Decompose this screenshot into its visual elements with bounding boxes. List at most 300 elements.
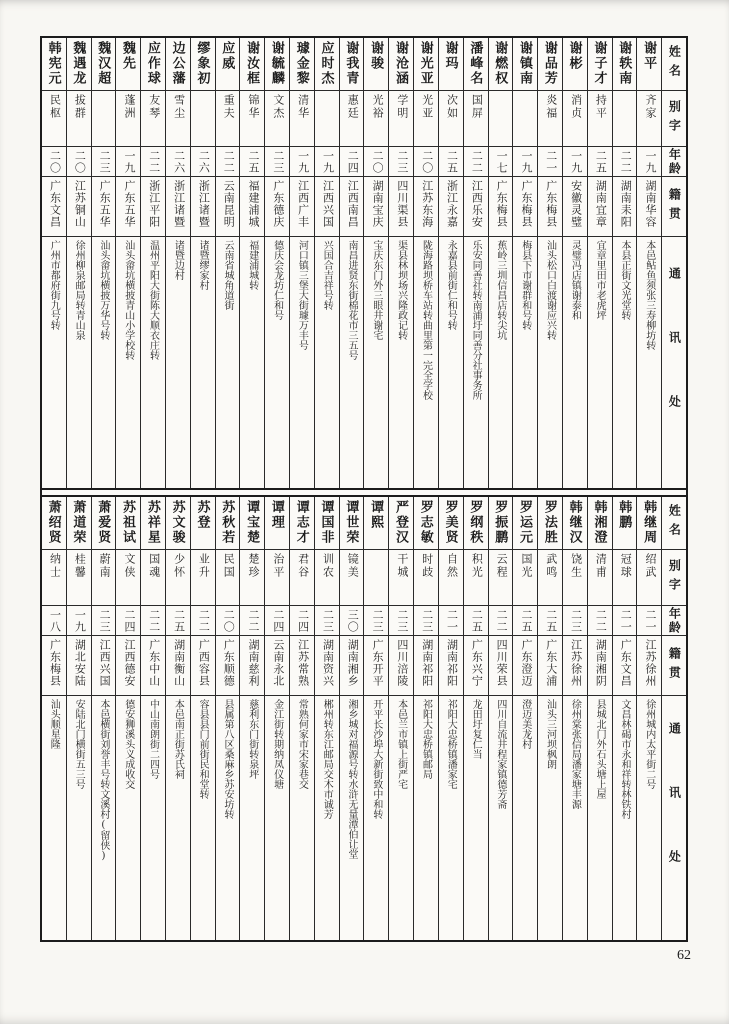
entry-cell-zi — [513, 90, 537, 146]
entry-age: 一九 — [73, 609, 86, 633]
entry-native: 湖南湘阴 — [594, 639, 607, 687]
entry-cell-age — [315, 146, 339, 176]
entry-cell-name — [538, 38, 562, 90]
directory-entry — [264, 497, 289, 940]
entry-cell-native — [42, 176, 66, 236]
entry-cell-age — [265, 146, 289, 176]
entry-cell-name — [216, 497, 240, 549]
entry-name: 璩金黎 — [294, 41, 310, 86]
entry-cell-age — [563, 146, 587, 176]
entry-zi: 干城 — [395, 553, 408, 579]
entry-cell-address — [290, 695, 314, 940]
directory-entry — [314, 497, 339, 940]
entry-cell-name — [538, 497, 562, 549]
entry-zi: 清华 — [296, 94, 309, 120]
directory-entry — [239, 497, 264, 940]
entry-native: 广东五华 — [122, 180, 135, 228]
entry-native: 广东开平 — [371, 639, 384, 687]
entry-address: 本邑横街刘誉丰号转文溪村(留侠) — [97, 699, 109, 861]
entry-cell-name — [191, 497, 215, 549]
header-address-label: 通讯处 — [667, 722, 682, 914]
entry-zi: 文杰 — [271, 94, 284, 120]
entry-native: 江西乐安 — [470, 180, 483, 228]
entry-name: 韩宪元 — [46, 41, 62, 86]
entry-cell-zi — [464, 549, 488, 605]
entry-name: 韩湘澄 — [592, 500, 608, 545]
entry-cell-name — [414, 38, 438, 90]
entry-cell-native — [389, 176, 413, 236]
entry-cell-zi — [166, 549, 190, 605]
entry-native: 江苏徐州 — [569, 639, 582, 687]
entry-cell-native — [439, 635, 463, 695]
entry-age: 二六 — [172, 150, 185, 174]
directory-entry — [42, 497, 66, 940]
entry-zi: 饶生 — [569, 553, 582, 579]
entry-zi: 民国 — [222, 553, 235, 579]
entry-cell-name — [464, 497, 488, 549]
entry-cell-name — [290, 38, 314, 90]
entry-cell-native — [588, 635, 612, 695]
entry-cell-age — [92, 605, 116, 635]
entry-zi: 持平 — [594, 94, 607, 120]
entry-cell-name — [191, 38, 215, 90]
entry-cell-address — [637, 695, 661, 940]
entry-address: 汕头顺星隆 — [48, 699, 60, 749]
entry-age: 二二 — [147, 609, 160, 633]
entry-cell-name — [563, 38, 587, 90]
entry-name: 谢品芳 — [542, 41, 558, 86]
entry-name: 萧爱贤 — [96, 500, 112, 545]
directory-table-frame — [40, 36, 688, 942]
entry-cell-name — [464, 38, 488, 90]
entry-cell-name — [67, 38, 91, 90]
entry-native: 湖南衡山 — [172, 639, 185, 687]
entry-cell-zi — [92, 549, 116, 605]
directory-entry — [140, 38, 165, 488]
entry-cell-age — [513, 605, 537, 635]
directory-entry — [488, 497, 513, 940]
entry-cell-zi — [166, 90, 190, 146]
entry-native: 广东梅县 — [519, 180, 532, 228]
entry-native: 江西兴国 — [98, 639, 111, 687]
entry-age: 二一 — [544, 150, 557, 174]
header-cell-name — [662, 497, 686, 549]
entry-native: 江苏东海 — [420, 180, 433, 228]
entry-cell-address — [42, 695, 66, 940]
entry-cell-age — [265, 605, 289, 635]
entry-cell-zi — [315, 90, 339, 146]
header-cell-address — [662, 236, 686, 488]
header-age-label: 年龄 — [667, 147, 682, 176]
entry-cell-zi — [340, 549, 364, 605]
directory-entry — [66, 38, 91, 488]
entry-zi: 炎福 — [544, 94, 557, 120]
entry-name: 谢燃权 — [493, 41, 509, 86]
entry-cell-native — [563, 635, 587, 695]
entry-cell-age — [513, 146, 537, 176]
entry-cell-zi — [364, 90, 388, 146]
header-native-label: 籍贯 — [667, 187, 682, 226]
entry-cell-address — [464, 236, 488, 488]
entry-name: 魏遇龙 — [71, 41, 87, 86]
directory-entry — [91, 497, 116, 940]
entry-address: 祁阳大忠桥镇邮局 — [420, 699, 432, 779]
entry-zi: 光亚 — [420, 94, 433, 120]
entry-age: 二一 — [619, 609, 632, 633]
entry-cell-native — [290, 176, 314, 236]
header-cell-zi — [662, 90, 686, 146]
entry-cell-name — [637, 38, 661, 90]
entry-address: 汕头松口白渡谢应兴转 — [544, 240, 556, 340]
entry-cell-name — [389, 38, 413, 90]
entry-address: 县属第八区桑麻乡苏安坊转 — [221, 699, 233, 819]
directory-entry — [363, 38, 388, 488]
entry-cell-name — [67, 497, 91, 549]
table-header-column — [661, 38, 686, 488]
entry-address: 云南省城角道街 — [221, 240, 233, 310]
entry-cell-age — [67, 146, 91, 176]
directory-entry — [587, 38, 612, 488]
directory-table-bottom — [42, 495, 686, 940]
directory-entry — [165, 497, 190, 940]
entry-address: 永嘉县前街仁和号转 — [445, 240, 457, 330]
entry-cell-age — [414, 146, 438, 176]
entry-name: 韩鹏 — [617, 500, 633, 530]
entry-cell-zi — [67, 90, 91, 146]
entry-cell-address — [439, 236, 463, 488]
entry-age: 二二 — [470, 150, 483, 174]
entry-cell-name — [340, 38, 364, 90]
entry-name: 严登汉 — [393, 500, 409, 545]
entry-zi: 学明 — [395, 94, 408, 120]
entry-name: 罗运元 — [518, 500, 534, 545]
entry-cell-age — [613, 146, 637, 176]
entry-cell-zi — [67, 549, 91, 605]
entry-age: 二一 — [445, 609, 458, 633]
entry-cell-name — [414, 497, 438, 549]
entry-cell-address — [141, 695, 165, 940]
entry-zi: 镜美 — [346, 553, 359, 579]
entry-name: 应威 — [220, 41, 236, 71]
entry-cell-address — [588, 236, 612, 488]
entry-name: 谭志才 — [294, 500, 310, 545]
entry-cell-native — [513, 176, 537, 236]
entry-name: 罗振鹏 — [493, 500, 509, 545]
entry-cell-native — [191, 176, 215, 236]
entry-name: 苏文骏 — [170, 500, 186, 545]
entry-address: 徐州城内太平街二号 — [643, 699, 655, 789]
entry-cell-native — [116, 635, 140, 695]
entry-cell-zi — [265, 90, 289, 146]
entry-cell-name — [389, 497, 413, 549]
entry-cell-name — [340, 497, 364, 549]
entry-cell-zi — [315, 549, 339, 605]
entry-address: 中山南朗街二四号 — [147, 699, 159, 779]
entry-cell-address — [364, 236, 388, 488]
header-cell-name — [662, 38, 686, 90]
entry-cell-native — [315, 635, 339, 695]
directory-entry — [537, 38, 562, 488]
entry-cell-address — [166, 695, 190, 940]
entry-name: 谢平 — [642, 41, 658, 71]
entry-age: 二二 — [222, 150, 235, 174]
entry-cell-age — [613, 605, 637, 635]
entry-cell-native — [315, 176, 339, 236]
entry-name: 韩继周 — [642, 500, 658, 545]
entry-age: 二二 — [147, 150, 160, 174]
entry-zi: 武鸣 — [544, 553, 557, 579]
entry-cell-address — [563, 236, 587, 488]
entry-cell-address — [439, 695, 463, 940]
entry-native: 广东文昌 — [48, 180, 61, 228]
entry-cell-age — [439, 605, 463, 635]
entry-age: 一九 — [122, 150, 135, 174]
directory-entry — [66, 497, 91, 940]
entry-native: 广东兴宁 — [470, 639, 483, 687]
entry-zi: 重夫 — [222, 94, 235, 120]
entry-age: 二三 — [395, 150, 408, 174]
entry-cell-zi — [240, 90, 264, 146]
entry-native: 湖南祁阳 — [445, 639, 458, 687]
entry-cell-address — [538, 236, 562, 488]
directory-entry — [413, 497, 438, 940]
entry-age: 二〇 — [222, 609, 235, 633]
entry-age: 二五 — [594, 150, 607, 174]
entry-cell-name — [265, 38, 289, 90]
entry-native: 广东梅县 — [495, 180, 508, 228]
entry-native: 安徽灵璧 — [569, 180, 582, 228]
entry-cell-name — [513, 497, 537, 549]
entry-cell-name — [265, 497, 289, 549]
entry-cell-zi — [116, 549, 140, 605]
entry-cell-zi — [538, 549, 562, 605]
entry-age: 二六 — [197, 150, 210, 174]
entry-zi: 拔群 — [73, 94, 86, 120]
page-number: 62 — [677, 948, 691, 963]
entry-cell-age — [588, 605, 612, 635]
table-top-columns — [42, 38, 686, 488]
entry-name: 谢玛 — [443, 41, 459, 71]
entry-cell-address — [42, 236, 66, 488]
entry-name: 谭宝楚 — [245, 500, 261, 545]
directory-entry — [289, 38, 314, 488]
directory-entry — [339, 497, 364, 940]
entry-cell-address — [265, 695, 289, 940]
entry-native: 广东顺德 — [222, 639, 235, 687]
entry-zi: 积光 — [470, 553, 483, 579]
entry-cell-name — [166, 38, 190, 90]
header-address-label: 通讯处 — [667, 266, 682, 459]
entry-cell-native — [513, 635, 537, 695]
entry-native: 四川涪陵 — [395, 639, 408, 687]
directory-entry — [388, 497, 413, 940]
entry-cell-address — [315, 236, 339, 488]
entry-cell-zi — [613, 90, 637, 146]
entry-cell-native — [364, 176, 388, 236]
entry-cell-native — [538, 635, 562, 695]
entry-age: 一八 — [48, 609, 61, 633]
entry-cell-name — [240, 497, 264, 549]
entry-age: 二三 — [371, 609, 384, 633]
directory-entry — [239, 38, 264, 488]
entry-cell-zi — [414, 90, 438, 146]
entry-cell-zi — [538, 90, 562, 146]
entry-age: 二四 — [271, 609, 284, 633]
entry-cell-zi — [265, 549, 289, 605]
entry-name: 萧道荣 — [71, 500, 87, 545]
directory-entry — [636, 497, 661, 940]
entry-zi: 君谷 — [296, 553, 309, 579]
directory-entry — [438, 497, 463, 940]
directory-entry — [363, 497, 388, 940]
entry-zi: 冠球 — [619, 553, 632, 579]
entry-cell-age — [439, 146, 463, 176]
entry-cell-address — [67, 695, 91, 940]
entry-address: 郴州转东江邮局交木市诚芳 — [321, 699, 333, 819]
entry-cell-address — [563, 695, 587, 940]
entry-address: 汕头畲坑横披青山小学校转 — [122, 240, 134, 360]
directory-entry — [537, 497, 562, 940]
entry-age: 二〇 — [48, 150, 61, 174]
entry-address: 容县县门前街民和堂转 — [197, 699, 209, 799]
directory-entry — [314, 38, 339, 488]
entry-cell-name — [613, 497, 637, 549]
entry-zi: 光裕 — [371, 94, 384, 120]
directory-entry — [512, 497, 537, 940]
entry-address: 德安狮溪头义成收交 — [122, 699, 134, 789]
entry-name: 韩继汉 — [567, 500, 583, 545]
entry-cell-native — [489, 176, 513, 236]
header-name-label: 姓名 — [667, 45, 682, 83]
entry-address: 四川自流井程家镇德芳斋 — [494, 699, 506, 809]
entry-address: 本邑鲇鱼须张三寿柳坊转 — [643, 240, 655, 350]
entry-cell-age — [216, 605, 240, 635]
directory-entry — [413, 38, 438, 488]
entry-address: 县城北门外石头塘上屋 — [594, 699, 606, 799]
entry-cell-address — [489, 695, 513, 940]
entry-native: 浙江诸暨 — [172, 180, 185, 228]
entry-zi: 国光 — [519, 553, 532, 579]
entry-address: 湘乡城对福源号转水浒无量潭伯让堂 — [346, 699, 358, 859]
entry-cell-address — [240, 236, 264, 488]
entry-cell-zi — [613, 549, 637, 605]
entry-cell-native — [538, 176, 562, 236]
entry-age: 二五 — [544, 609, 557, 633]
entry-age: 二三 — [395, 609, 408, 633]
entry-name: 谢骏 — [369, 41, 385, 71]
entry-cell-address — [92, 695, 116, 940]
entry-cell-address — [67, 236, 91, 488]
entry-cell-zi — [141, 90, 165, 146]
entry-cell-age — [364, 605, 388, 635]
entry-age: 一九 — [644, 150, 657, 174]
entry-native: 广东梅县 — [48, 639, 61, 687]
entry-native: 云南永北 — [271, 639, 284, 687]
entry-cell-address — [166, 236, 190, 488]
entry-native: 湖北安陆 — [73, 639, 86, 687]
entry-address: 本邑兰市镇上街严宅 — [395, 699, 407, 789]
entry-cell-address — [191, 236, 215, 488]
entry-address: 陇海路坝桥车站转曲里第一完全学校 — [420, 240, 432, 400]
entry-native: 江西兴国 — [321, 180, 334, 228]
entry-cell-native — [141, 176, 165, 236]
entry-native: 广东五华 — [98, 180, 111, 228]
entry-name: 罗法胜 — [542, 500, 558, 545]
entry-cell-zi — [414, 549, 438, 605]
entry-cell-address — [290, 236, 314, 488]
entry-name: 缪象初 — [195, 41, 211, 86]
entry-zi: 蓬洲 — [122, 94, 135, 120]
entry-cell-native — [464, 635, 488, 695]
entry-cell-age — [67, 605, 91, 635]
entry-cell-address — [116, 695, 140, 940]
entry-cell-address — [613, 695, 637, 940]
entry-cell-address — [141, 236, 165, 488]
entry-name: 谭国非 — [319, 500, 335, 545]
entry-address: 兴国合吉祥号转 — [321, 240, 333, 310]
header-name-label: 姓名 — [667, 504, 682, 542]
entry-age: 二二 — [197, 609, 210, 633]
entry-zi: 国魂 — [147, 553, 160, 579]
entry-cell-zi — [191, 549, 215, 605]
entry-zi: 业升 — [197, 553, 210, 579]
entry-cell-address — [92, 236, 116, 488]
entry-cell-zi — [637, 90, 661, 146]
entry-address: 徐州棠张信局潘家塘丰源 — [569, 699, 581, 809]
entry-address: 本邑南正街苏氏祠 — [172, 699, 184, 779]
entry-cell-name — [364, 38, 388, 90]
entry-cell-zi — [588, 90, 612, 146]
directory-entry — [215, 497, 240, 940]
directory-entry — [488, 38, 513, 488]
entry-cell-address — [364, 695, 388, 940]
entry-cell-address — [389, 236, 413, 488]
entry-native: 湖南慈利 — [247, 639, 260, 687]
entry-age: 二〇 — [73, 150, 86, 174]
entry-cell-name — [489, 38, 513, 90]
entry-name: 谢子才 — [592, 41, 608, 86]
entry-native: 江苏常熟 — [296, 639, 309, 687]
entry-native: 湖南宜章 — [594, 180, 607, 228]
entry-address: 汕头三河坝枫朗 — [544, 699, 556, 769]
entry-age: 二二 — [247, 609, 260, 633]
entry-cell-zi — [191, 90, 215, 146]
entry-age: 二一 — [644, 609, 657, 633]
directory-entry — [612, 38, 637, 488]
entry-cell-zi — [489, 90, 513, 146]
entry-native: 广东中山 — [147, 639, 160, 687]
entry-cell-native — [42, 635, 66, 695]
entry-address: 宜章里田市老虎坪 — [594, 240, 606, 320]
entry-address: 徐州柳泉邮局转青山泉 — [73, 240, 85, 340]
entry-zi: 文侠 — [122, 553, 135, 579]
entry-name: 苏祥星 — [145, 500, 161, 545]
entry-cell-name — [166, 497, 190, 549]
entry-cell-zi — [588, 549, 612, 605]
entry-cell-age — [315, 605, 339, 635]
directory-entry — [587, 497, 612, 940]
entry-zi: 清甫 — [594, 553, 607, 579]
directory-entry — [91, 38, 116, 488]
entry-address: 澄迈美龙村 — [519, 699, 531, 749]
entry-address: 梅县下市谢群和号转 — [519, 240, 531, 330]
entry-cell-native — [166, 176, 190, 236]
header-zi-label: 别字 — [667, 99, 682, 138]
entry-cell-age — [414, 605, 438, 635]
entry-native: 广东文昌 — [619, 639, 632, 687]
entry-cell-zi — [563, 90, 587, 146]
entry-zi: 训农 — [321, 553, 334, 579]
